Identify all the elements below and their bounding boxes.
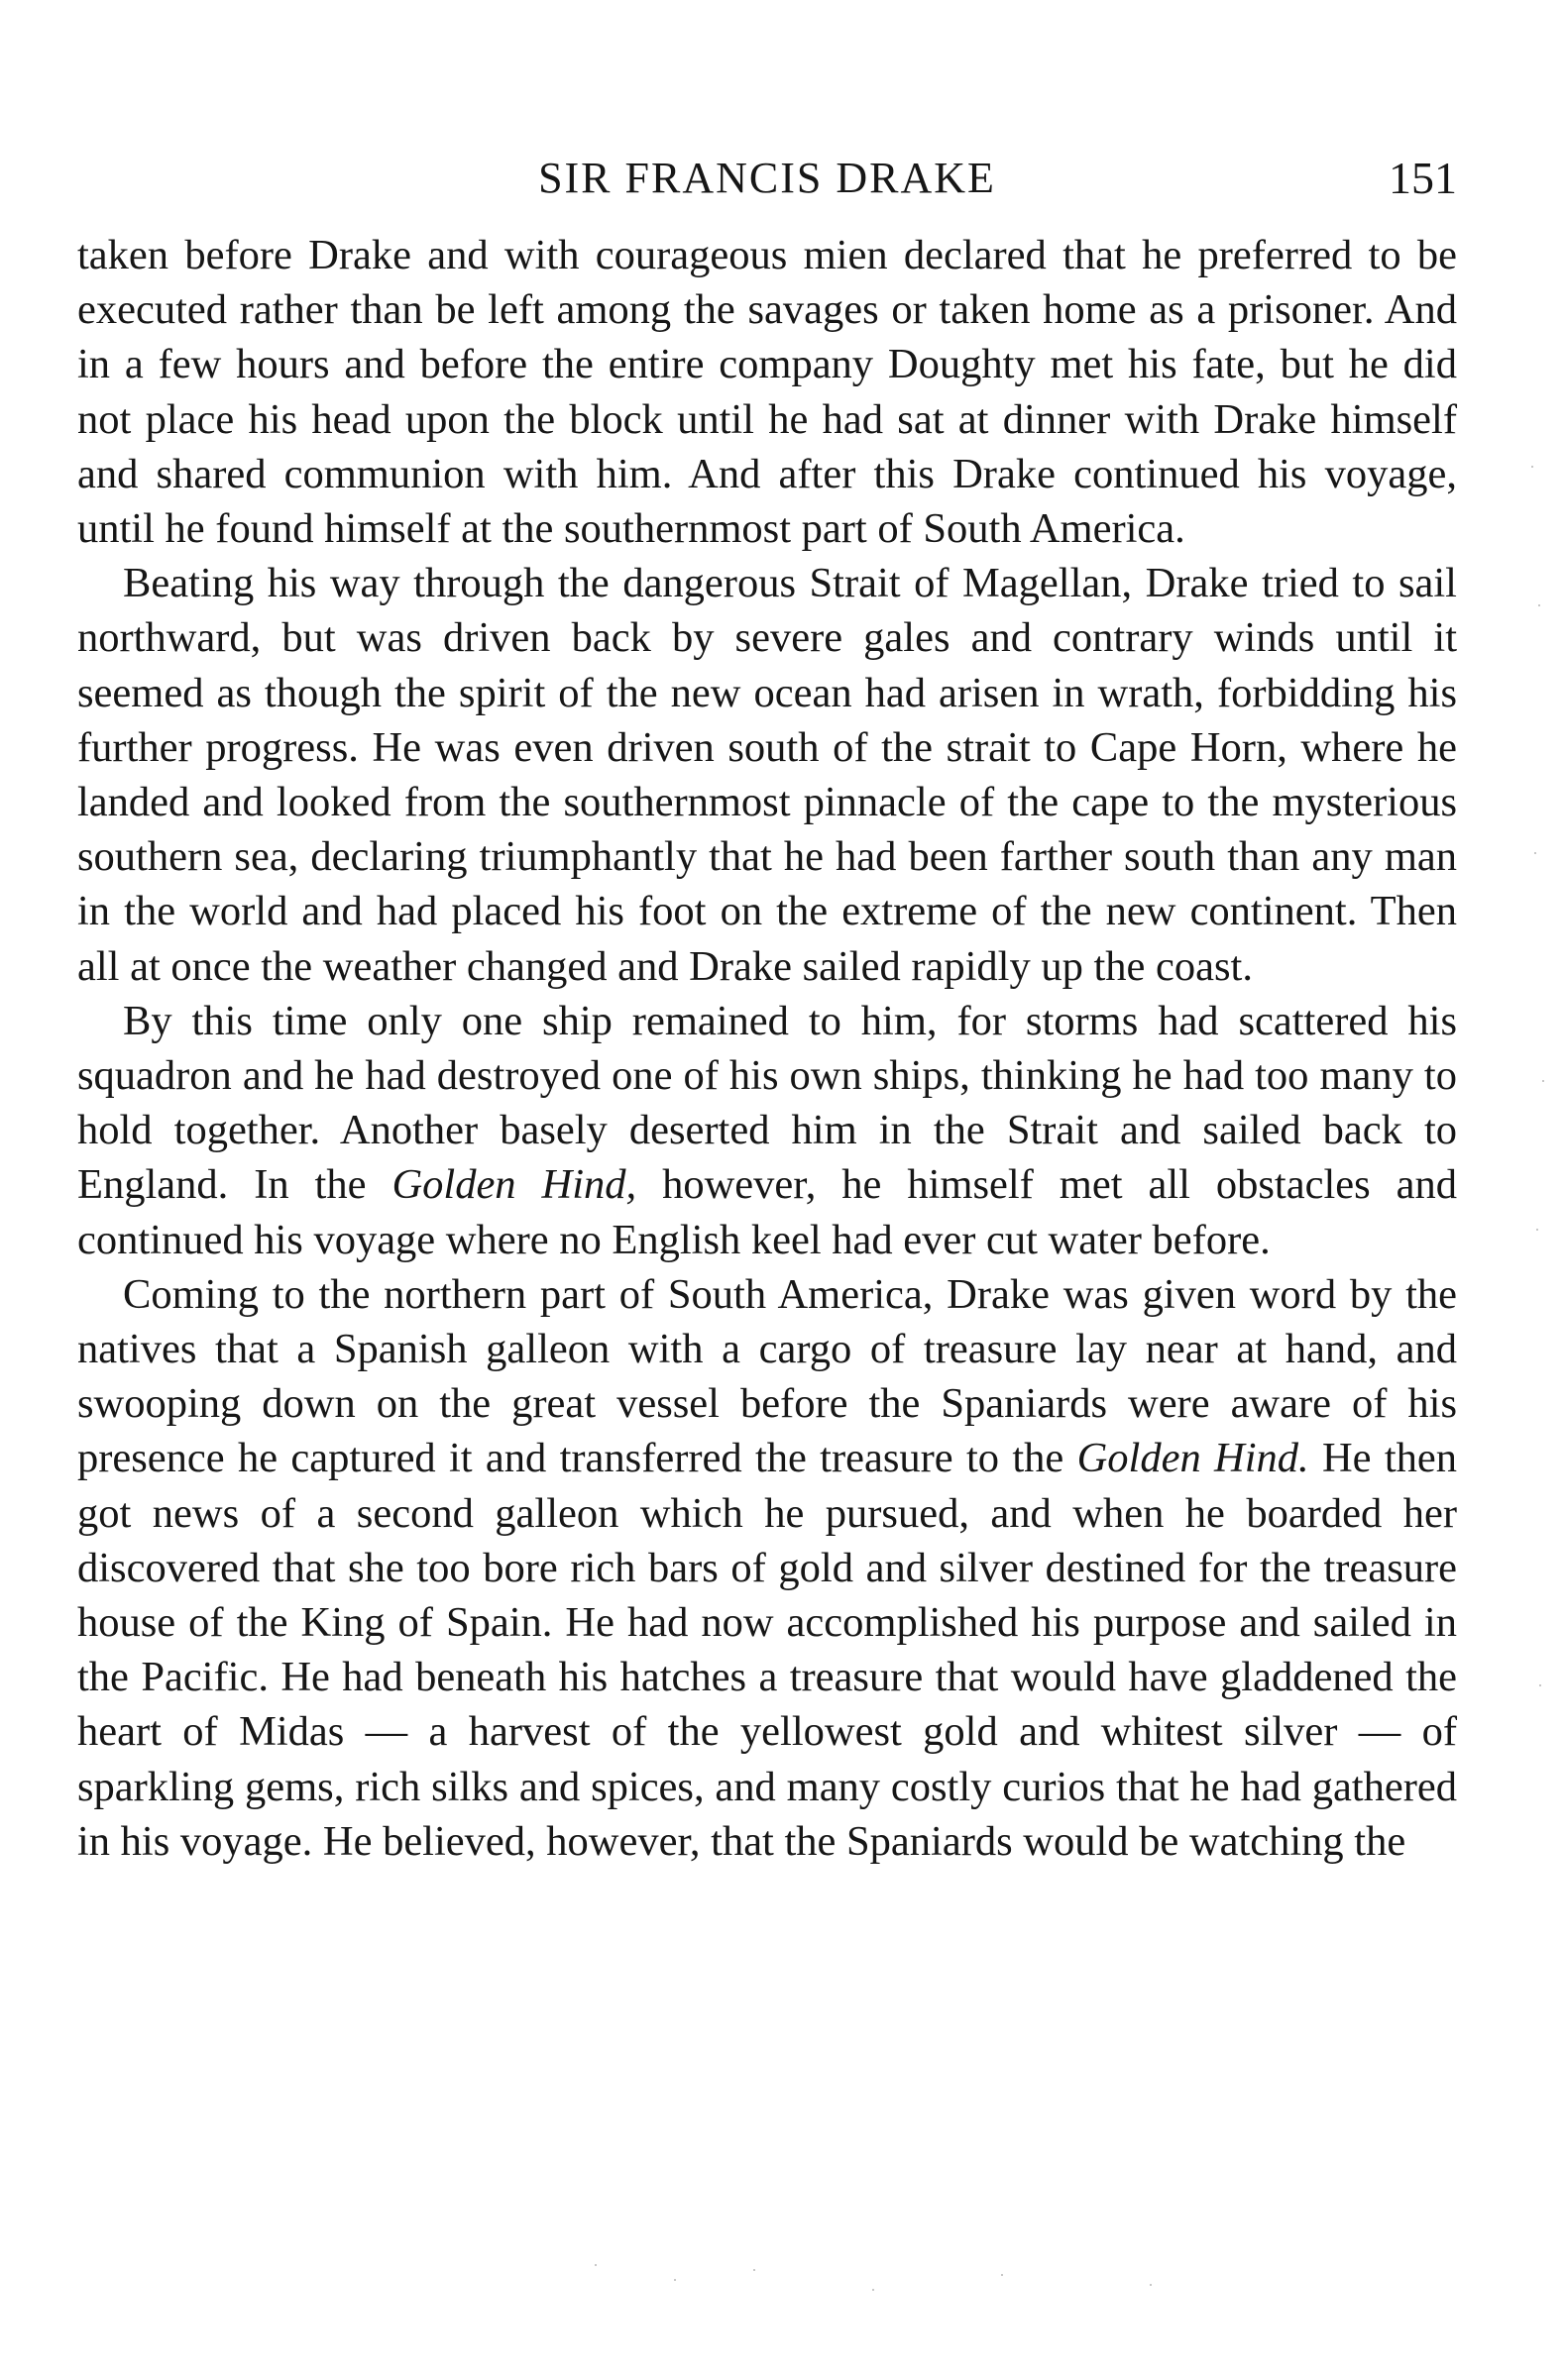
text-run: taken before Drake and with courageous mien declared that he preferred to be executed rather than be left among the savages or taken home as a prisoner. And in a few hours and before the entire company Doughty met his fate, but he did not place his head upon the block until he had sat at dinner with Drake himself and shared communion with him. And after this Drake continued his voyage, until he found himself at the southernmost part of South America. [77, 232, 1457, 553]
scan-speckle [1150, 2284, 1152, 2286]
paragraph [77, 556, 1457, 994]
scan-speckle [1539, 1684, 1541, 1686]
paragraph [77, 1267, 1457, 1869]
text-run: however, he himself met all obstacles and continued his voyage where no English keel had ever cut water before. [77, 1161, 1457, 1263]
text-run: Beating his way through the dangerous Strait of Magellan, Drake tried to sail northward, but was driven back by severe gales and contrary winds until it seemed as though the spirit of the new ocean had arisen in wrath, forbidding his further progress. He was even driven south of the strait to Cape Horn, where he landed and looked from the southernmost pinnacle of the cape to the mysterious southern sea, declaring triumphantly that he had been farther south than any man in the world and had placed his foot on the extreme of the new continent. Then all at once the weather changed and Drake sailed rapidly up the coast. [77, 560, 1457, 990]
scan-speckle [1531, 466, 1533, 468]
scan-speckle [753, 2269, 755, 2271]
text-run: He then got news of a second galleon which he pursued, and when he boarded her discovered that she too bore rich bars of gold and silver destined for the treasure house of the King of Spain. He had now accomplished his purpose and sailed in the Pacific. He had beneath his hatches a treasure that would have gladdened the heart of Midas — a harvest of the yellowest gold and whitest silver — of sparkling gems, rich silks and spices, and many costly curios that he had gathered in his voyage. He believed, however, that the Spaniards would be watching the [77, 1435, 1458, 1865]
scan-speckle [595, 2264, 597, 2266]
text-run: Coming to the northern part of South America, Drake was given word by the natives that a Spanish galleon with a cargo of treasure lay near at hand, and swooping down on the great vessel before the Spaniards were aware of his presence he captured it and transferred the treasure to the [77, 1270, 1457, 1482]
scan-speckle [1538, 604, 1540, 606]
running-title: SIR FRANCIS DRAKE [538, 154, 996, 202]
text-run: By this time only one ship remained to him, for storms had scattered his squadron and he had destroyed one of his own ships, thinking he had too many to hold together. Another basely deserted him in the Strait and sailed back to England. In the [77, 997, 1457, 1209]
page-number: 151 [1389, 153, 1457, 203]
scan-speckle [1542, 1080, 1544, 1082]
scan-speckle [872, 2289, 874, 2291]
scan-speckle [1536, 1229, 1538, 1231]
paragraph [77, 994, 1457, 1267]
ship-name-italic: Golden Hind. [1076, 1435, 1309, 1482]
scan-speckle [674, 2279, 676, 2281]
paragraph [77, 228, 1457, 556]
scan-speckle [1534, 852, 1536, 854]
running-head [77, 149, 1457, 208]
body-text [77, 228, 1457, 1869]
ship-name-italic: Golden Hind, [391, 1161, 637, 1209]
scan-speckle [1001, 2274, 1003, 2276]
